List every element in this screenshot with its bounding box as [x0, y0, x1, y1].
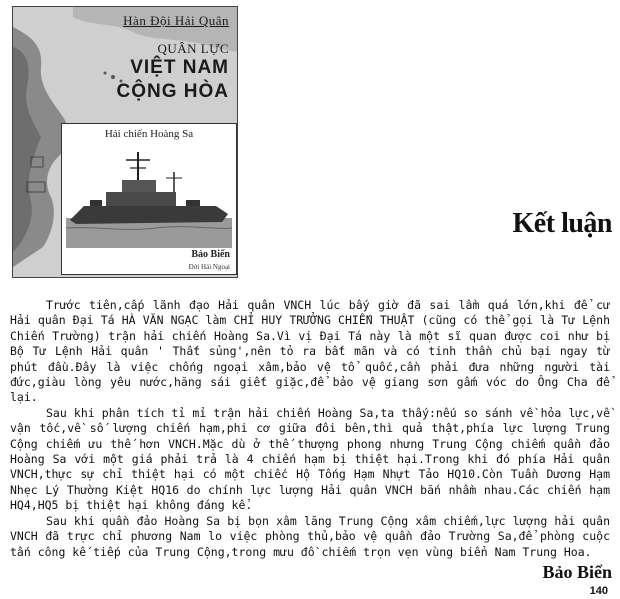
author-signature: Bảo Biển [542, 562, 612, 582]
paragraph-1: Trước tiên,cấp lãnh đạo Hải quân VNCH lúc bấy giờ đã sai lầm quá lớn,khi để cư Hải quân Đại Tá HÀ VĂN NGẠC làm CHỈ HUY TRƯỞNG CHIẾN THUẬT (cũng có thể gọi là Tư Lệnh Chiến Trường) trận hải chiến Hoàng Sa.Vì vị Đại Tá này là một sĩ quan được coi như bị Bộ Tư Lệnh Hải quân ' Thất sủng',nên tỏ ra bất mãn và có tinh thần chủ bại ngay từ phút đầu.Đây là việc chống ngoại xâm,bảo vệ tổ quốc,cần phải đưa những người tài đức,giàu lòng yêu nước,hăng sái giết giặc,để bảo vệ giang sơn gấm vóc do Ông Cha để lại. [10, 298, 610, 405]
warship-photo [61, 123, 237, 275]
section-heading: Kết luận [512, 208, 612, 239]
cover-author: Bảo Biển [191, 249, 230, 260]
cover-title-line-3: VIỆT NAM [130, 57, 229, 78]
cover-author-sub: Đời Hải Ngoại [188, 263, 230, 271]
body-text [10, 298, 610, 560]
page-number: 140 [589, 585, 608, 597]
cover-title-line-1: Hàn Đội Hải Quân [123, 13, 229, 28]
paragraph-2: Sau khi phân tích tỉ mỉ trận hải chiến Hoàng Sa,ta thấy:nếu so sánh về hỏa lực,về vận tốc,về số lượng chiến hạm,phi cơ giữa đôi bên,thì quả thật,phía lực lượng Trung Cộng chiếm ưu thế hơn VNCH.Mặc dù ở thế thượng phong nhưng Trung Cộng chiếm quần đảo Hoàng Sa với một giá phải trả là 4 chiến hạm bị thiệt hại.Trong khi đó phía Hải quân VNCH,thực sự chỉ thiệt hại có một chiếc Hộ Tống Hạm Nhựt Tảo HQ10.Còn Tuần Dương Hạm Nhẹc Lý Thường Kiệt HQ16 do chính lực lượng Hải quân VNCH bắn nhầm nhau.Các chiến hạm HQ4,HQ5 bị thiệt hại không đáng kể. [10, 405, 610, 513]
cover-photo-title: Hải chiến Hoàng Sa [104, 128, 194, 140]
warship-icon [66, 148, 232, 248]
paragraph-3: Sau khi quần đảo Hoàng Sa bị bọn xâm lăng Trung Cộng xâm chiếm,lực lượng hải quân VNCH đã trực chỉ phương Nam lo việc phòng thủ,bảo vệ quần đảo Trường Sa,để phòng cuộc tấn công kế tiếp của Trung Cộng,trong mưu đồ chiếm trọn vẹn vùng biển Nam Trung Hoa. [10, 513, 610, 559]
cover-title-line-2: QUÂN LỰC [157, 41, 229, 56]
cover-title-line-4: CỘNG HÒA [116, 81, 229, 102]
book-cover-image [12, 6, 238, 278]
